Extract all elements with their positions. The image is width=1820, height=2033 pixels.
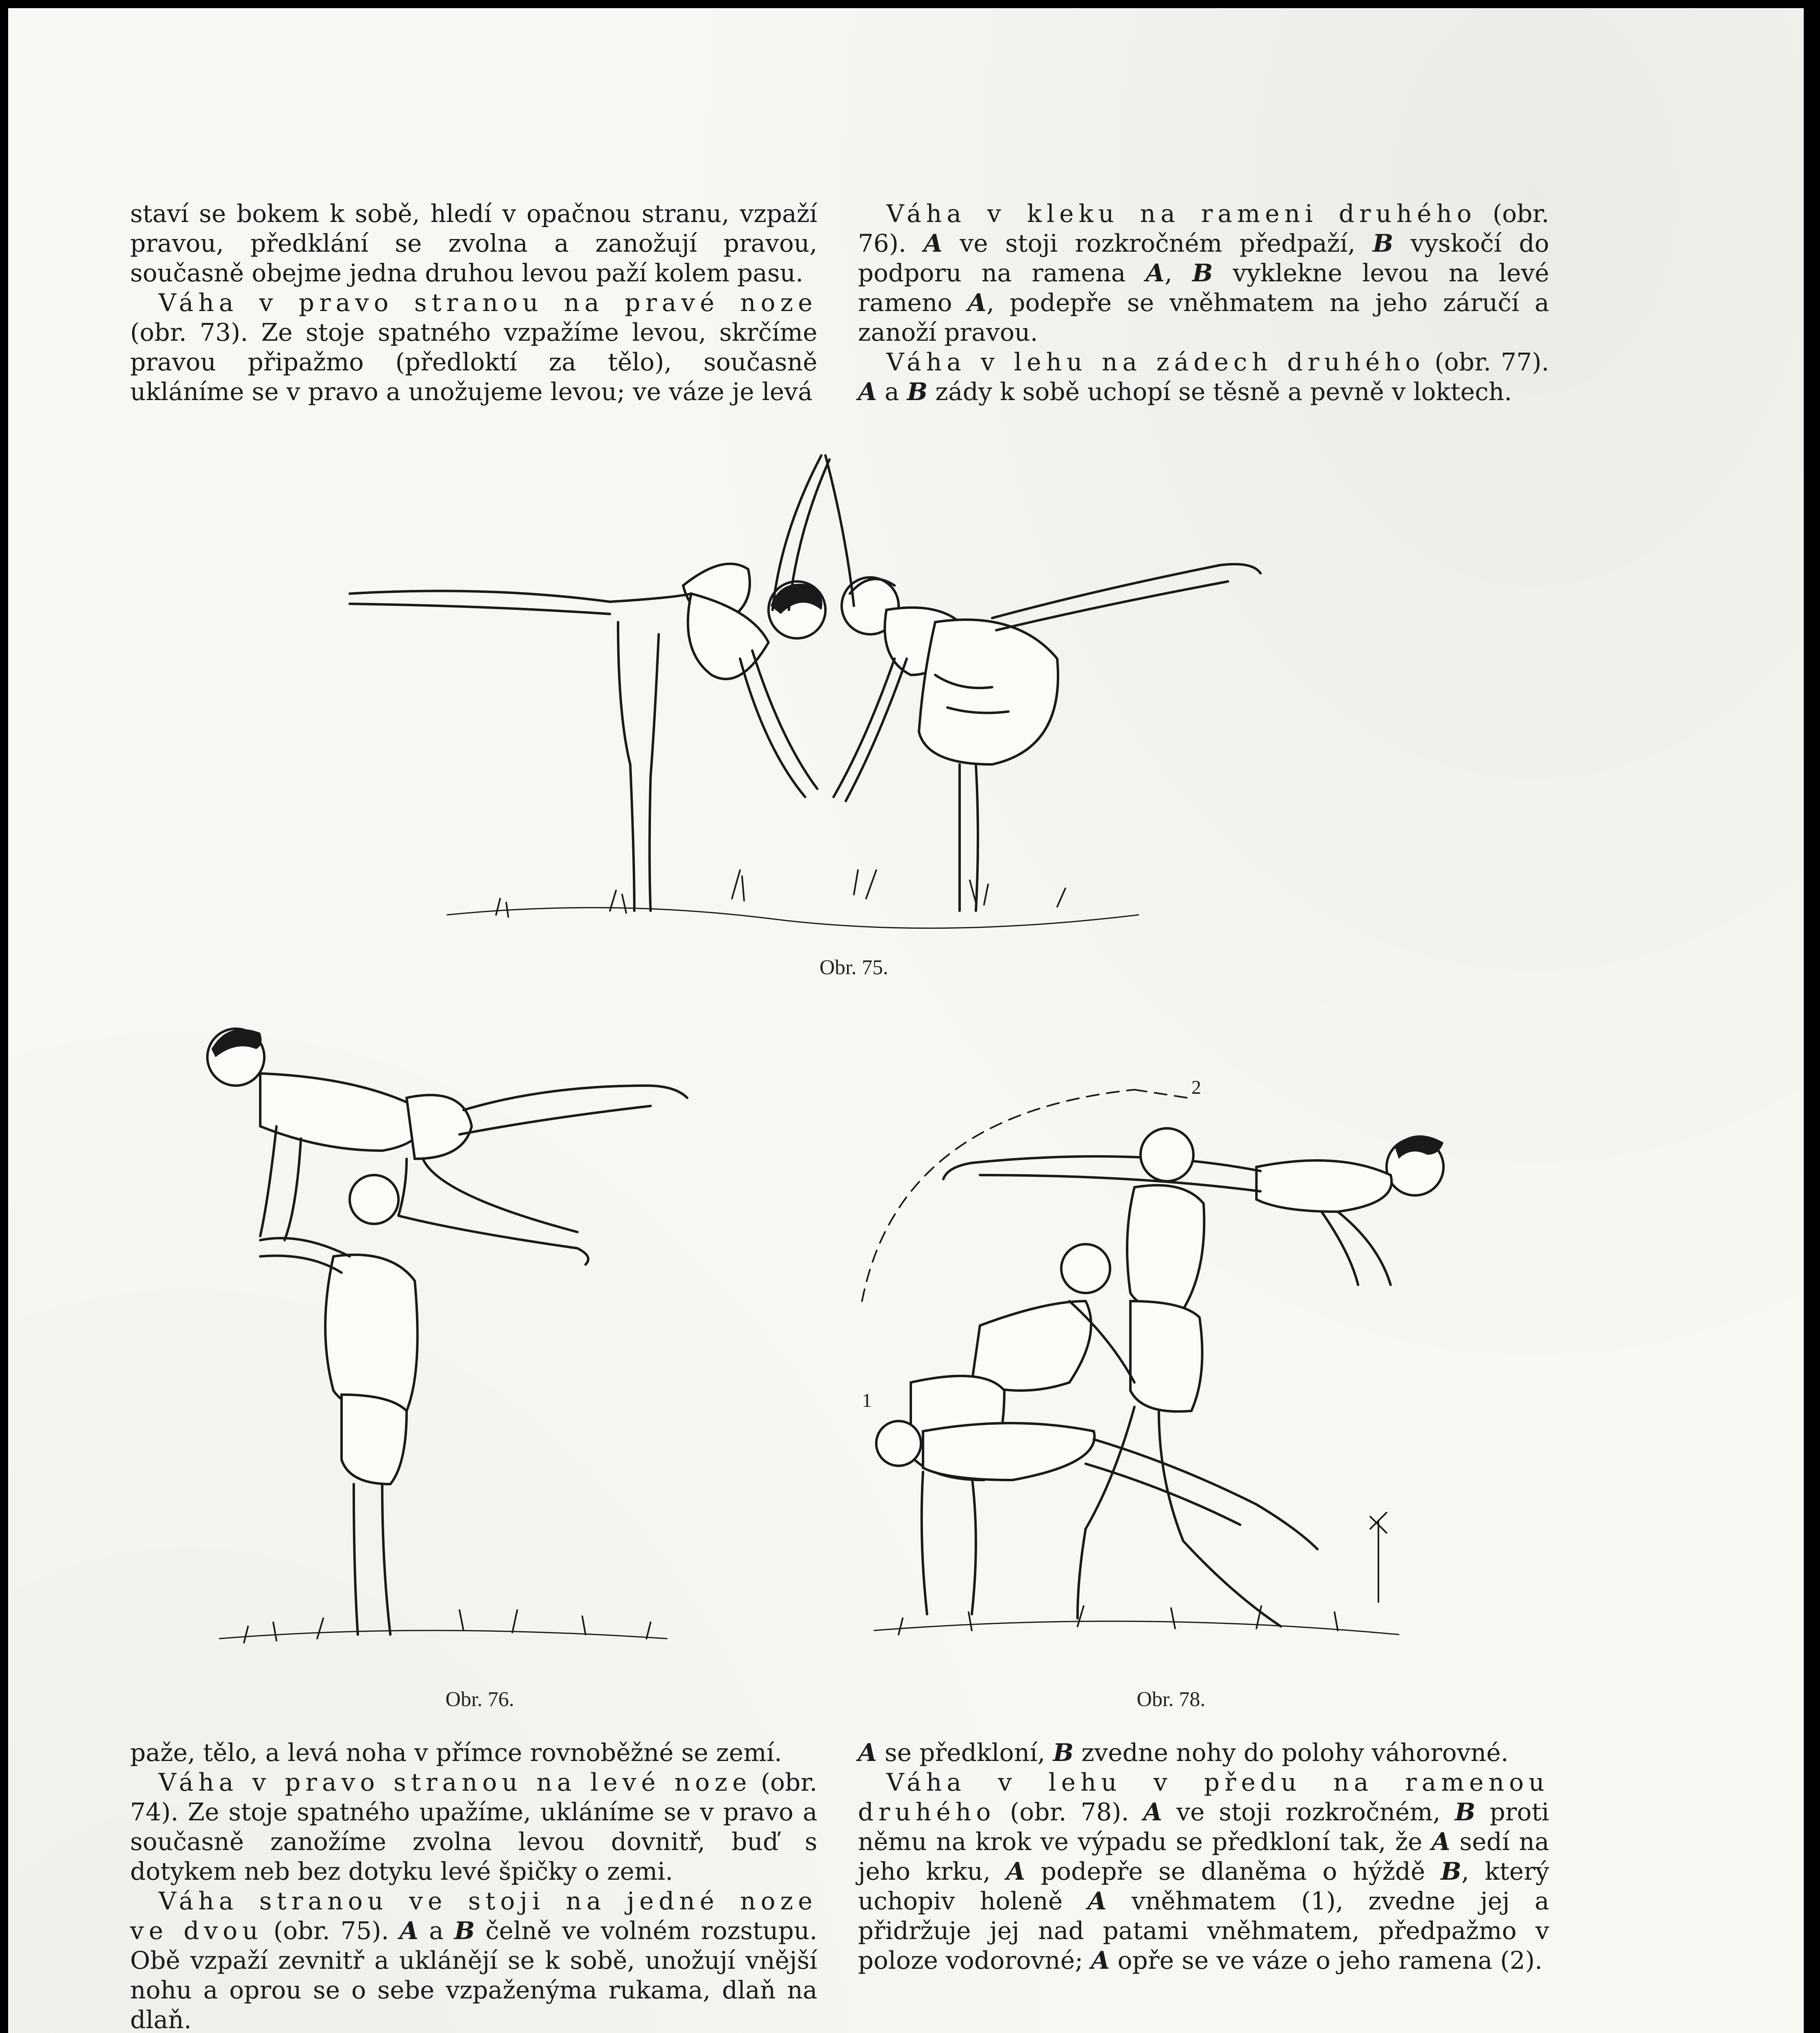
text: zády k sobě uchopí se těsně a pevně v loktech. <box>927 378 1512 406</box>
page <box>8 8 1804 2033</box>
letter-b: B <box>1372 229 1393 258</box>
text-column-top-right <box>858 199 1549 407</box>
text: a <box>877 378 907 406</box>
letter-b: B <box>907 378 928 406</box>
text: (obr. 78). <box>995 1798 1143 1826</box>
text: (obr. 76). <box>858 200 1549 258</box>
figure-75-caption: Obr. 75. <box>819 956 888 979</box>
paragraph <box>130 1768 817 1887</box>
text: sedí na jeho krku, <box>858 1828 1549 1886</box>
letter-b: B <box>1192 259 1213 287</box>
paragraph <box>858 1738 1549 1768</box>
figure-78-caption: Obr. 78. <box>1136 1688 1206 1711</box>
man-kneeling-on-shoulders-drawing <box>179 1004 768 1675</box>
paragraph <box>858 199 1549 348</box>
letter-a: A <box>858 378 877 406</box>
figure-76-illustration <box>179 1004 768 1675</box>
exercise-title: Váha v lehu v předu na ramenou druhého <box>858 1768 1549 1826</box>
text: a <box>418 1917 454 1945</box>
letter-b: B <box>1441 1857 1461 1886</box>
figure-78-illustration <box>850 1073 1500 1675</box>
text: podepře se dlaněma o hýždě <box>1025 1857 1441 1886</box>
text: vyskočí do podporu na ramena <box>858 229 1549 287</box>
text: , který uchopiv holeně <box>858 1857 1550 1915</box>
exercise-title: Váha v lehu na zádech druhého <box>886 348 1425 377</box>
position-label-1: 1 <box>862 1390 872 1411</box>
paragraph <box>130 1887 817 2033</box>
text: opře se ve váze o jeho ramena (2). <box>1110 1946 1543 1975</box>
text: ve stoji rozkročném předpaží, <box>960 229 1373 258</box>
two-women-balance-drawing <box>325 431 1391 947</box>
text: zvedne nohy do polohy váhorovné. <box>1073 1739 1509 1767</box>
paragraph <box>858 348 1549 407</box>
position-label-2: 2 <box>1191 1077 1201 1098</box>
text: (obr. 75). <box>263 1917 400 1945</box>
figure-75-illustration <box>325 431 1391 947</box>
letter-a: A <box>399 1917 419 1945</box>
letter-a: A <box>1006 1857 1025 1886</box>
exercise-title: Váha v pravo stranou na levé noze <box>159 1768 752 1797</box>
letter-a: A <box>858 1739 877 1767</box>
text: ve stoji rozkročném, <box>1162 1798 1455 1826</box>
text: (obr. 77). <box>1425 348 1549 377</box>
text-column-bottom-left <box>130 1738 817 2033</box>
letter-a: A <box>1091 1946 1110 1975</box>
two-man-lift-sequence-drawing <box>850 1073 1500 1675</box>
figure-76-caption: Obr. 76. <box>445 1688 514 1711</box>
letter-b: B <box>454 1917 475 1945</box>
paragraph <box>858 1768 1549 1976</box>
exercise-title: Váha stranou ve stoji na jedné noze ve dvou <box>130 1887 817 1945</box>
text: vyklekne levou na levé rameno <box>858 259 1549 317</box>
letter-a: A <box>923 229 943 258</box>
letter-a: A <box>967 289 987 317</box>
text-column-bottom-right <box>858 1738 1549 1976</box>
paragraph-text: (obr. 73). Ze stoje spatného vzpažíme levou, skrčíme pravou připažmo (předloktí za tělo), současně ukláníme se v pravo a unožujeme levou; ve váze je levá <box>130 318 817 406</box>
paragraph: staví se bokem k sobě, hledí v opačnou stranu, vzpaží pravou, předklání se zvolna a zanožují pravou, současně obejme jedna druhou levou paží kolem pasu. <box>130 200 817 287</box>
letter-a: A <box>1431 1828 1450 1856</box>
paragraph <box>130 288 817 407</box>
exercise-title: Váha v kleku na rameni druhého <box>886 200 1477 228</box>
text: vněhmatem (1), zvedne jej a přidržuje jej nad patami vněhmatem, předpažmo v poloze vodorovné; <box>858 1887 1550 1975</box>
letter-a: A <box>1145 259 1165 287</box>
text: , podepře se vněhmatem na jeho záručí a zanoží pravou. <box>858 289 1549 347</box>
text-column-top-left <box>130 199 817 407</box>
paragraph-text: (obr. 74). Ze stoje spatného upažíme, ukláníme se v pravo a současně zanožíme zvolna levou dovnitř, buď s dotykem neb bez dotyku levé špičky o zemi. <box>130 1768 817 1886</box>
text: se předkloní, <box>877 1739 1053 1767</box>
text: čelně ve volném rozstupu. Obě vzpaží zevnitř a uklánějí se k sobě, unožují vnější nohu a oprou se o sebe vzpaženýma rukama, dlaň na dlaň. <box>130 1917 817 2033</box>
letter-a: A <box>1087 1887 1107 1915</box>
text: proti němu na krok ve výpadu se předkloní tak, že <box>858 1798 1549 1856</box>
letter-a: A <box>1143 1798 1163 1826</box>
letter-b: B <box>1454 1798 1476 1826</box>
letter-b: B <box>1053 1739 1074 1767</box>
exercise-title: Váha v pravo stranou na pravé noze <box>159 289 817 317</box>
text: , <box>1165 259 1193 287</box>
paragraph: paže, tělo, a levá noha v přímce rovnoběžné se zemí. <box>130 1739 782 1767</box>
